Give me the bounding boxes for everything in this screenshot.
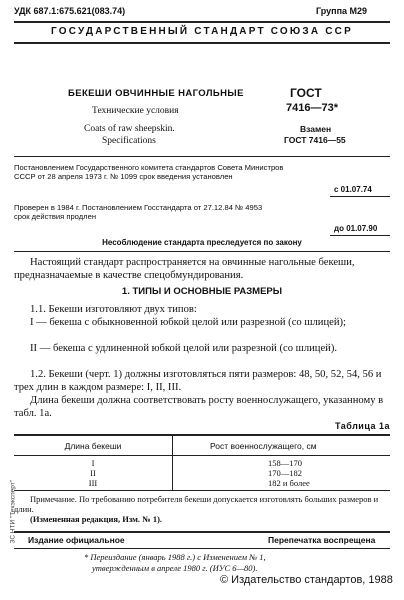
table-cell-length: III <box>88 478 98 488</box>
decree-line-1: Постановлением Государственного комитета стандартов Совета Министров <box>14 163 284 172</box>
replaces-value: ГОСТ 7416—55 <box>284 135 346 145</box>
group-code: Группа М29 <box>316 6 368 16</box>
official-edition: Издание официальное <box>28 535 125 545</box>
type-2-description: II — бекеша с удлиненной юбкой целой или разрезной (со шлицей). <box>30 343 338 354</box>
table-caption: Таблица 1а <box>334 421 390 431</box>
check-line-2: срок действия продлен <box>14 212 97 221</box>
clause-1-2-length: Длина бекеши должна соответствовать росту военнослужащего, указанному в табл. 1а. <box>14 395 384 419</box>
title-english: Coats of raw sheepskin. <box>84 124 175 134</box>
table-cell-height: 170—182 <box>268 468 302 478</box>
reissue-note: * Переиздание (январь 1988 г.) с Изменением № 1, <box>84 552 266 562</box>
state-standard-heading: ГОСУДАРСТВЕННЫЙ СТАНДАРТ СОЮЗА ССР <box>51 26 353 37</box>
document-subtitle: Технические условия <box>92 106 179 116</box>
decree-date-until: до 01.07.90 <box>334 224 378 233</box>
decree-line-2: СССР от 28 апреля 1973 г. № 1099 срок введения установлен <box>14 172 233 181</box>
table-cell-height: 182 и более <box>268 478 310 488</box>
table-row <box>14 468 172 478</box>
reprint-forbidden: Перепечатка воспрещена <box>268 535 376 545</box>
table-note: Примечание. По требованию потребителя бекеши допускается изготовлять больших размеров и длин. <box>14 494 379 514</box>
clause-1-2: 1.2. Бекеши (черт. 1) должны изготовляться пяти размеров: 48, 50, 52, 54, 56 и трех длин в каждом размере: I, II, III. <box>14 369 382 393</box>
section-1-heading: 1. ТИПЫ И ОСНОВНЫЕ РАЗМЕРЫ <box>121 286 283 297</box>
clause-1-1: 1.1. Бекеши изготовляют двух типов: <box>30 304 197 315</box>
document-title: БЕКЕШИ ОВЧИННЫЕ НАГОЛЬНЫЕ <box>68 88 244 99</box>
reissue-note-line2: утвержденным в апреле 1980 г. (ИУС 6—80). <box>92 563 258 573</box>
table-cell-length: I <box>91 458 95 468</box>
footer-top-rule <box>14 531 390 533</box>
header-top-rule <box>14 21 390 23</box>
header-bottom-rule <box>14 42 390 44</box>
gost-number: 7416—73* <box>286 102 338 114</box>
table-cell-height: 158—170 <box>268 458 302 468</box>
date-until-rule <box>330 235 390 236</box>
table-row <box>14 478 172 488</box>
check-line-1: Проверен в 1984 г. Постановлением Госстандарта от 27.12.84 № 4953 <box>14 203 263 212</box>
gost-label: ГОСТ <box>290 86 322 100</box>
title-english-line2: Specifications <box>102 136 156 146</box>
decree-bottom-rule <box>14 251 390 252</box>
table-column-divider <box>172 434 173 490</box>
date-from-rule <box>330 196 390 197</box>
table-bottom-rule <box>14 490 390 491</box>
side-stamp: ЗС НТИ "Техэксперт" <box>9 479 17 544</box>
decree-date-from: с 01.07.74 <box>334 185 372 194</box>
table-header-rule <box>14 455 390 456</box>
copyright: © Издательство стандартов, 1988 <box>220 574 393 586</box>
replaces-label: Взамен <box>300 124 332 134</box>
table-top-rule <box>14 434 390 436</box>
intro-paragraph: Настоящий стандарт распространяется на овчинные нагольные бекеши, предназначаемые в качестве спецобмундирования. <box>14 257 355 281</box>
table-header-length: Длина бекеши <box>64 441 122 451</box>
table-cell-length: II <box>90 468 96 478</box>
type-1-description: I — бекеша с обыкновенной юбкой целой или разрезной (со шлицей); <box>30 317 346 328</box>
law-notice: Несоблюдение стандарта преследуется по закону <box>102 238 302 247</box>
amendment-note: (Измененная редакция, Изм. № 1). <box>30 514 163 524</box>
table-row <box>14 458 172 468</box>
table-header-height: Рост военнослужащего, см <box>210 441 317 451</box>
udc-code: УДК 687.1:675.621(083.74) <box>14 6 126 16</box>
title-block-rule <box>14 156 390 157</box>
footer-mid-rule <box>14 548 390 549</box>
